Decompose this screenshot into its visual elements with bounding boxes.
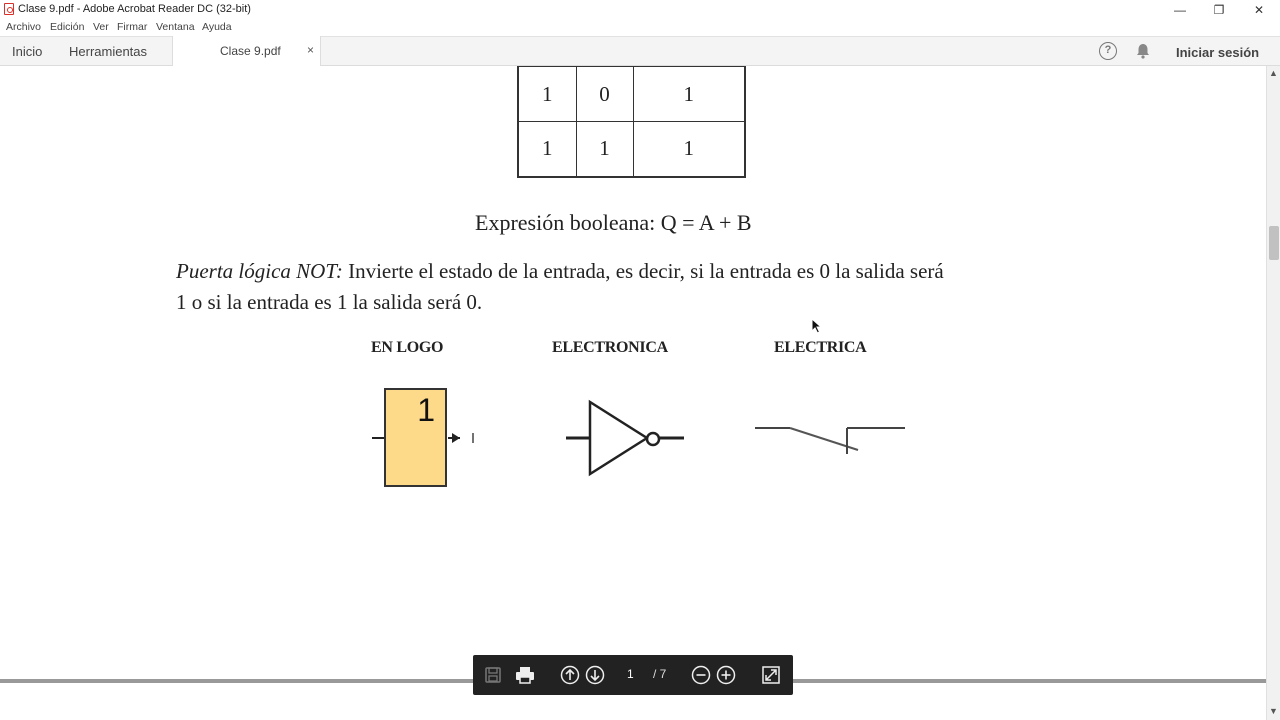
menu-firmar[interactable]: Firmar — [117, 21, 148, 33]
floating-page-toolbar — [473, 655, 793, 695]
not-gate-description: Invierte el estado de la entrada, es decir, si la entrada es 0 la salida será — [342, 259, 944, 283]
menu-archivo[interactable]: Archivo — [6, 21, 42, 33]
label-electrica: ELECTRICA — [774, 339, 867, 356]
truth-table — [517, 66, 746, 178]
table-row — [518, 122, 745, 177]
tab-inicio[interactable]: Inicio — [12, 44, 43, 59]
not-gate-title: Puerta lógica NOT: — [176, 259, 343, 283]
current-page-input[interactable]: 1 — [627, 667, 634, 681]
zoom-out-icon[interactable] — [691, 665, 711, 685]
table-cell: 1 — [633, 67, 745, 122]
logo-block-number: 1 — [417, 392, 435, 428]
label-electronica: ELECTRONICA — [552, 339, 668, 356]
electronic-not-gate-symbol — [562, 396, 692, 478]
mouse-cursor-icon — [811, 318, 823, 334]
not-gate-paragraph-line-1 — [176, 259, 944, 284]
menu-ayuda[interactable]: Ayuda — [202, 21, 232, 33]
sign-in-button[interactable]: Iniciar sesión — [1176, 45, 1260, 60]
acrobat-pdf-icon — [4, 3, 14, 15]
boolean-expression: Expresión booleana: Q = A + B — [475, 210, 752, 235]
label-en-logo: EN LOGO — [371, 339, 444, 356]
window-title: Clase 9.pdf - Adobe Acrobat Reader DC (32-bit) — [18, 3, 251, 15]
help-icon[interactable]: ? — [1099, 42, 1117, 60]
tab-bar — [0, 36, 1280, 66]
document-view[interactable] — [0, 66, 1266, 720]
save-icon[interactable] — [483, 665, 503, 685]
document-tab-label: Clase 9.pdf — [220, 44, 281, 58]
next-page-icon[interactable] — [585, 665, 605, 685]
scroll-thumb[interactable] — [1269, 226, 1279, 260]
menu-edicion[interactable]: Edición — [50, 21, 85, 33]
restore-button[interactable]: ❐ — [1213, 2, 1225, 17]
table-row — [518, 67, 745, 122]
zoom-in-icon[interactable] — [716, 665, 736, 685]
table-cell: 1 — [518, 67, 576, 122]
total-pages: / 7 — [653, 667, 667, 681]
scroll-up-arrow-icon[interactable]: ▲ — [1269, 68, 1278, 78]
fit-page-icon[interactable] — [761, 665, 781, 685]
menu-ver[interactable]: Ver — [93, 21, 109, 33]
menu-bar — [0, 19, 1280, 36]
close-tab-icon[interactable]: × — [306, 43, 314, 57]
tab-document[interactable] — [172, 36, 321, 67]
electric-contact-symbol — [752, 418, 908, 458]
table-cell: 1 — [576, 122, 633, 177]
close-window-button[interactable]: ✕ — [1253, 2, 1265, 17]
tab-herramientas[interactable]: Herramientas — [69, 44, 148, 59]
notification-bell-icon[interactable] — [1134, 42, 1152, 60]
menu-ventana[interactable]: Ventana — [156, 21, 195, 33]
table-cell: 1 — [518, 122, 576, 177]
previous-page-icon[interactable] — [560, 665, 580, 685]
table-cell: 1 — [633, 122, 745, 177]
vertical-scrollbar[interactable] — [1266, 66, 1280, 720]
title-bar — [0, 0, 1280, 19]
print-icon[interactable] — [515, 665, 535, 685]
scroll-down-arrow-icon[interactable]: ▼ — [1269, 706, 1278, 716]
logo-not-block — [384, 388, 447, 487]
table-cell: 0 — [576, 67, 633, 122]
not-gate-paragraph-line-2: 1 o si la entrada es 1 la salida será 0. — [176, 290, 483, 314]
minimize-button[interactable]: — — [1174, 2, 1186, 17]
